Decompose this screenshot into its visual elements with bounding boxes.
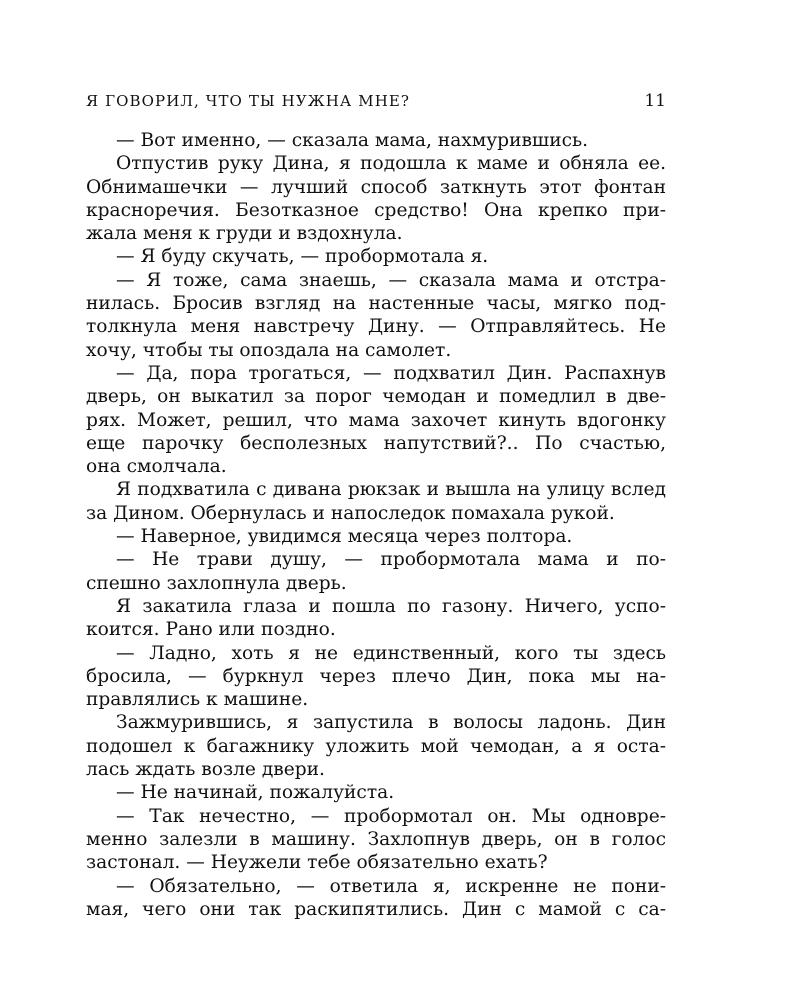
page-number: 11 xyxy=(644,91,666,111)
text-line: Обнимашечки — лучший способ заткнуть этот фонтан xyxy=(86,176,666,198)
text-line: дверь, он выкатил за порог чемодан и помедлил в две- xyxy=(86,386,666,408)
text-line: — Не начинай, пожалуйста. xyxy=(116,782,395,804)
text-line: жала меня к груди и вздохнула. xyxy=(86,223,403,245)
running-head xyxy=(86,90,666,112)
text-line: — Я буду скучать, — пробормотала я. xyxy=(116,246,489,268)
text-line: правлялись к машине. xyxy=(86,689,309,711)
text-line: — Обязательно, — ответила я, искренне не пони- xyxy=(116,875,666,897)
text-line: мая, чего они так раскипятились. Дин с мамой с са- xyxy=(86,898,666,920)
text-line: — Наверное, увидимся месяца через полтора. xyxy=(116,526,573,548)
text-line: Я подхватила с дивана рюкзак и вышла на улицу вслед xyxy=(116,479,666,501)
text-line: еще парочку бесполезных напутствий?.. По счастью, xyxy=(86,432,666,454)
text-line: она смолчала. xyxy=(86,456,227,478)
text-line: — Так нечестно, — пробормотал он. Мы одновре- xyxy=(116,805,666,827)
body-text xyxy=(86,129,666,921)
text-line: — Не трави душу, — пробормотала мама и по- xyxy=(116,549,666,571)
text-line: коится. Рано или поздно. xyxy=(86,619,336,641)
text-line: — Я тоже, сама знаешь, — сказала мама и отстра- xyxy=(116,269,666,291)
text-line: бросила, — буркнул через плечо Дин, пока мы на- xyxy=(86,665,666,687)
text-line: за Дином. Обернулась и напоследок помахала рукой. xyxy=(86,502,615,524)
text-line: — Ладно, хоть я не единственный, кого ты здесь xyxy=(116,642,666,664)
text-line: спешно захлопнула дверь. xyxy=(86,572,347,594)
text-line: нилась. Бросив взгляд на настенные часы, мягко под- xyxy=(86,293,666,315)
text-line: Отпустив руку Дина, я подошла к маме и обняла ее. xyxy=(116,153,666,175)
text-line: подошел к багажнику уложить мой чемодан, а я оста- xyxy=(86,735,666,757)
text-line: рях. Может, решил, что мама захочет кинуть вдогонку xyxy=(86,409,666,431)
text-line: Зажмурившись, я запустила в волосы ладонь. Дин xyxy=(116,712,666,734)
text-line: хочу, чтобы ты опоздала на самолет. xyxy=(86,339,452,361)
text-line: — Вот именно, — сказала мама, нахмурившись. xyxy=(116,130,589,151)
text-line: Я закатила глаза и пошла по газону. Ничего, успо- xyxy=(116,595,666,617)
text-line: толкнула меня навстречу Дину. — Отправляйтесь. Не xyxy=(86,316,666,338)
text-line: застонал. — Неужели тебе обязательно ехать? xyxy=(86,852,548,874)
text-line: менно залезли в машину. Захлопнув дверь, он в голос xyxy=(86,828,666,850)
text-line: лась ждать возле двери. xyxy=(86,759,325,781)
text-line: красноречия. Безотказное средство! Она крепко при- xyxy=(86,199,666,221)
text-line: — Да, пора трогаться, — подхватил Дин. Распахнув xyxy=(116,362,666,384)
running-title: Я ГОВОРИЛ, ЧТО ТЫ НУЖНА МНЕ? xyxy=(86,92,411,110)
